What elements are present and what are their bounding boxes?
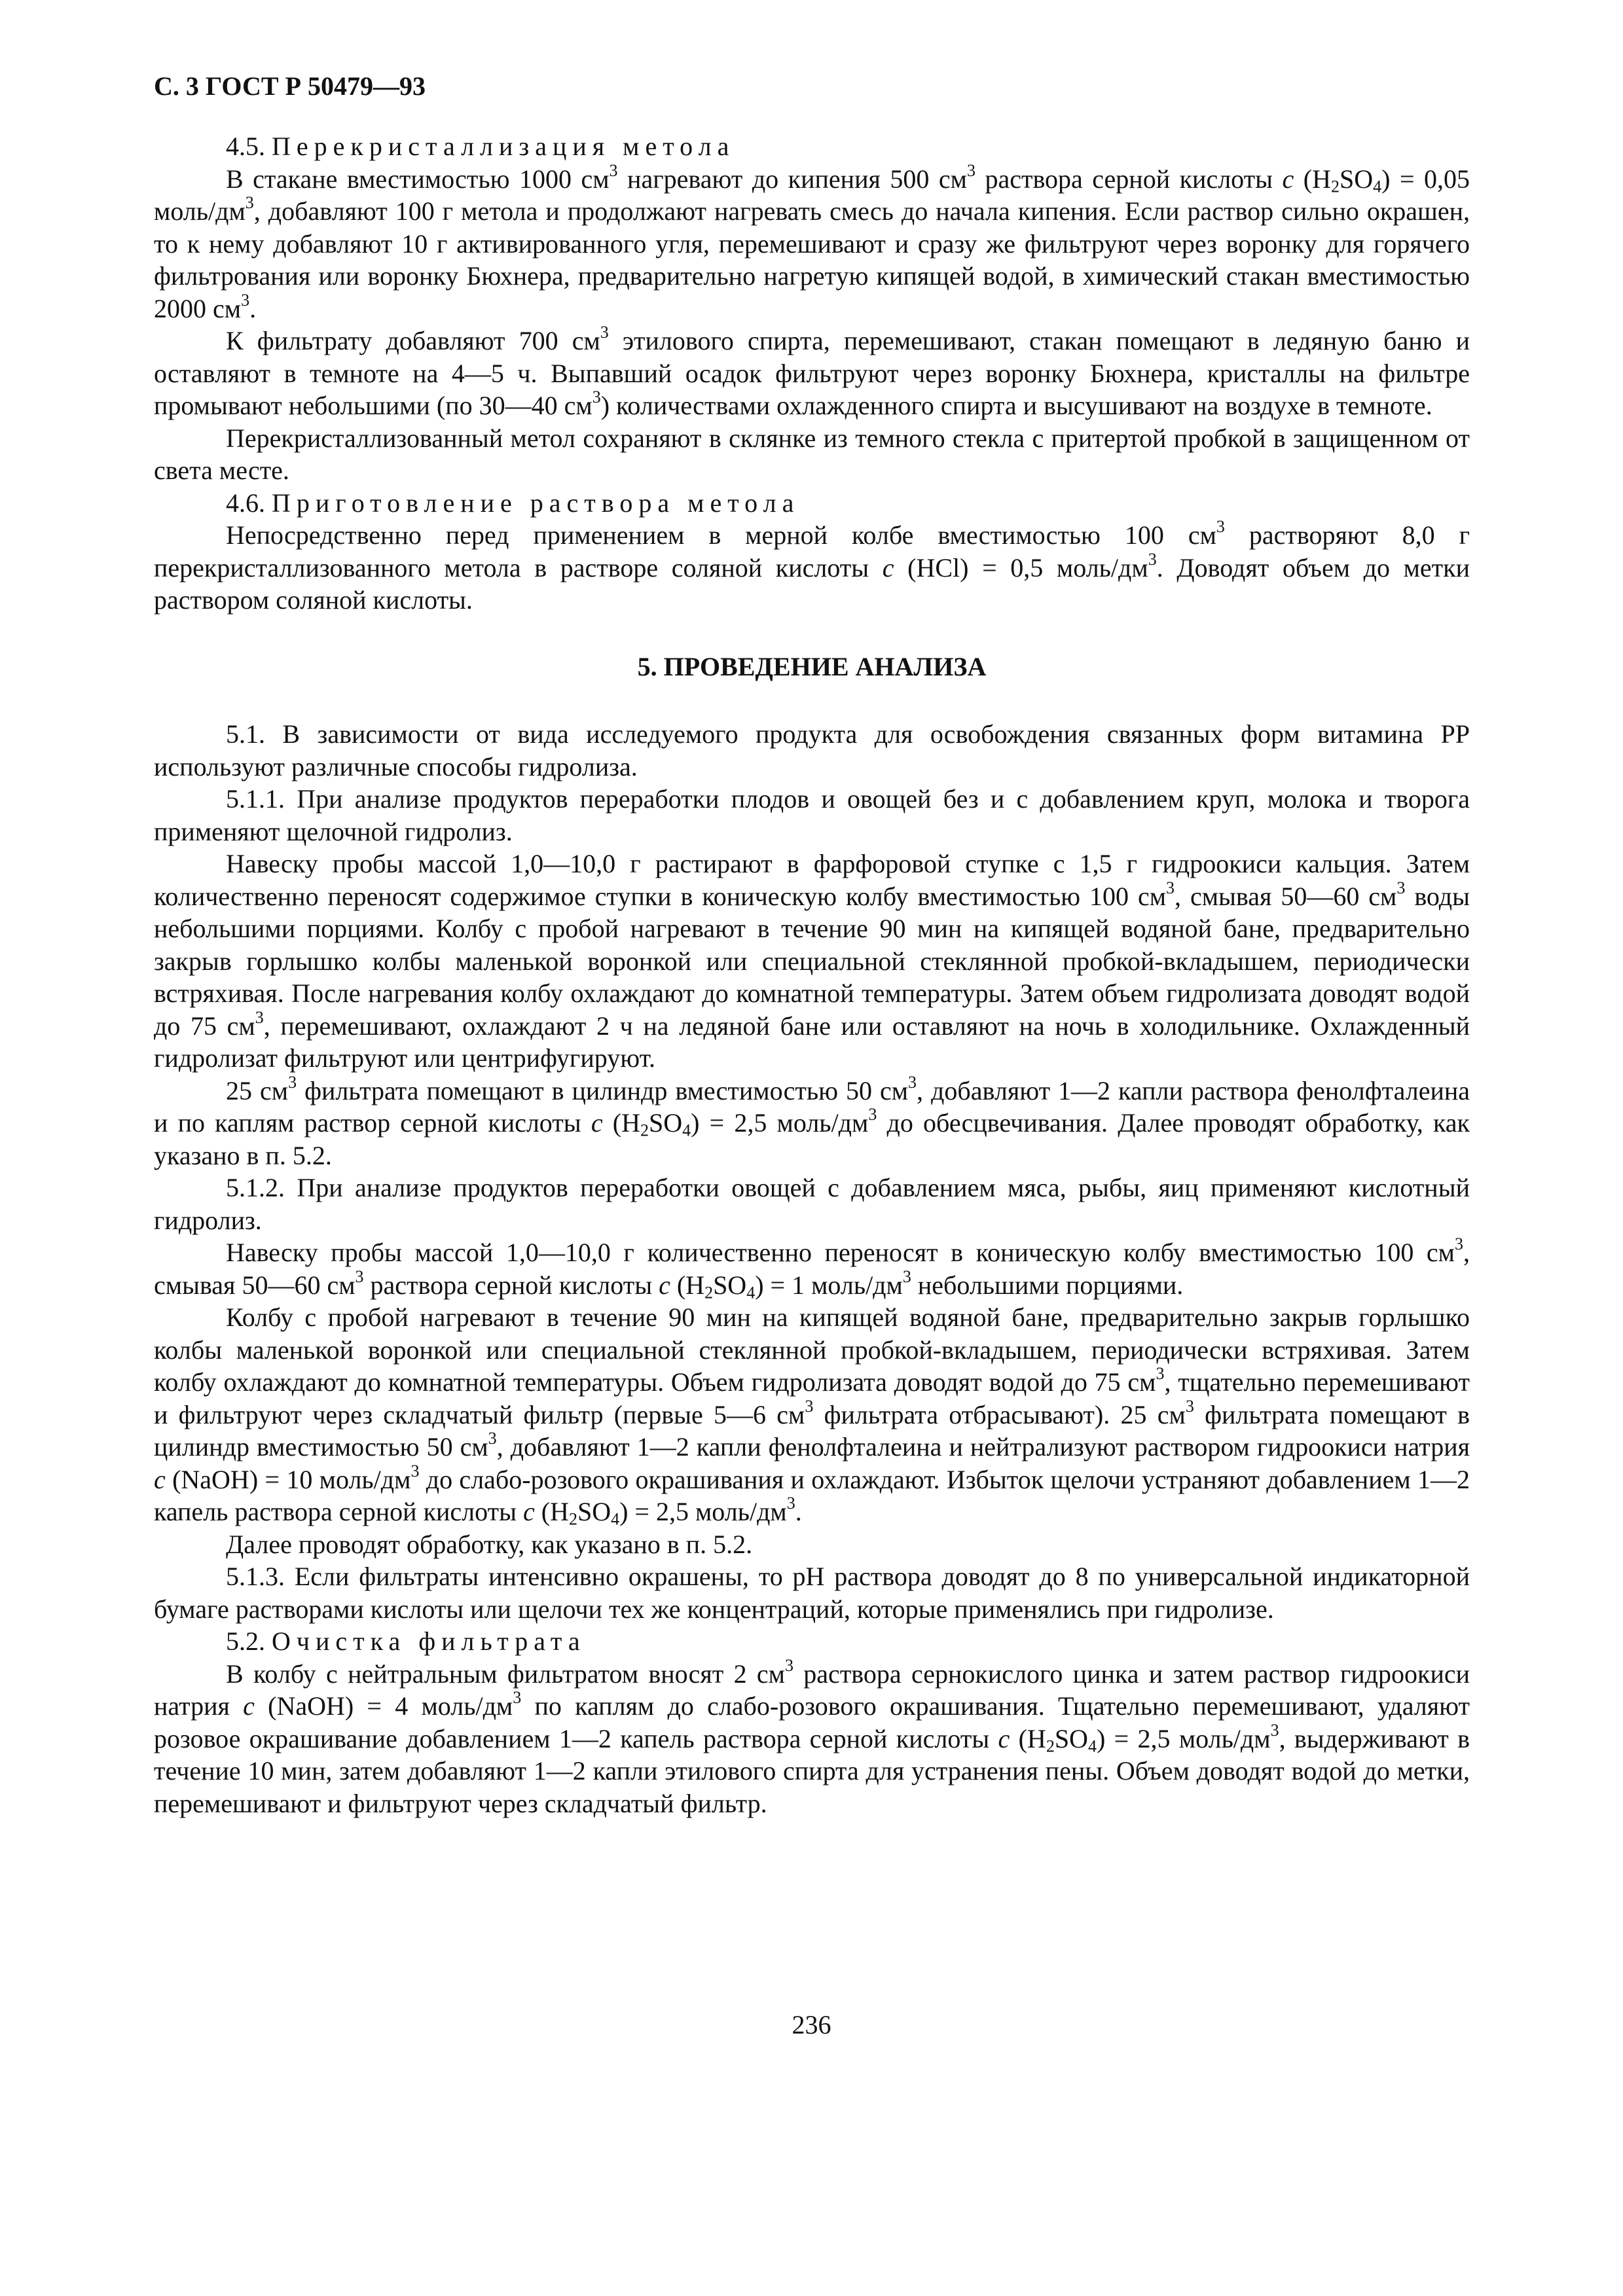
subsection-heading-4-6: 4.6. Приготовление раствора метола: [226, 488, 800, 518]
subsection-heading-5-2: 5.2. Очистка фильтрата: [226, 1626, 586, 1656]
paragraph: К фильтрату добавляют 700 $см^3$ этилового спирта, перемешивают, стакан помещают в ледяную баню и оставляют в темноте на 4—5 ч. Выпавший осадок фильтруют через воронку Бюхнера, кристаллы на фильтре промывают небольшими (по 30—40 $см^3$) количествами охлажденного спирта и высушивают на воздухе в темноте.: [154, 322, 1470, 420]
page-number: 236: [792, 2010, 831, 2039]
paragraph: В колбу с нейтральным фильтратом вносят 2 $см^3$ раствора сернокислого цинка и затем раствор гидроокиси натрия c (NaOH) = 4 моль/$дм^3$ по каплям до слабо-розового окрашивания. Тщательно перемешивают, удаляют розовое окрашивание добавлением 1—2 капель раствора серной кислоты c $(H_2SO_4) = 2,5$ моль/$дм^3$, выдерживают в течение 10 мин, затем добавляют 1—2 капли этилового спирта для устранения пены. Объем доводят водой до метки, перемешивают и фильтруют через складчатый фильтр.: [154, 1655, 1470, 1818]
paragraph: 5.1. В зависимости от вида исследуемого продукта для освобождения связанных форм витамина PP используют различные способы гидролиза.: [154, 719, 1470, 781]
section-title: 5. ПРОВЕДЕНИЕ АНАЛИЗА: [637, 651, 987, 681]
subsection-heading-4-5: 4.5. Перекристаллизация метола: [226, 132, 735, 161]
paragraph: Навеску пробы массой 1,0—10,0 г количественно переносят в коническую колбу вместимостью 100 $см^3$, смывая 50—60 $см^3$ раствора серной кислоты c $(H_2SO_4) = 1$ моль/$дм^3$ небольшими порциями.: [154, 1234, 1470, 1302]
paragraph: Далее проводят обработку, как указано в п. 5.2.: [226, 1529, 753, 1559]
subsection-title: Приготовление раствора метола: [272, 488, 800, 518]
document-page: [154, 71, 1470, 1820]
paragraph: 5.1.2. При анализе продуктов переработки овощей с добавлением мяса, рыбы, яиц применяют кислотный гидролиз.: [154, 1173, 1470, 1235]
paragraph: 5.1.1. При анализе продуктов переработки плодов и овощей без и с добавлением круп, молока и творога применяют щелочной гидролиз.: [154, 784, 1470, 846]
paragraph: 5.1.3. Если фильтраты интенсивно окрашены, то pH раствора доводят до 8 по универсальной индикаторной бумаге растворами кислоты или щелочи тех же концентраций, которые применялись при гидролизе.: [154, 1562, 1470, 1624]
paragraph: Навеску пробы массой 1,0—10,0 г растирают в фарфоровой ступке с 1,5 г гидроокиси кальция. Затем количественно переносят содержимое ступки в коническую колбу вместимостью 100 $см^3$, смывая 50—60 $см^3$ воды небольшими порциями. Колбу с пробой нагревают в течение 90 мин на кипящей водяной бане, предварительно закрыв горлышко колбы маленькой воронкой или специальной стеклянной пробкой-вкладышем, периодически встряхивая. После нагревания колбу охлаждают до комнатной температуры. Затем объем гидролизата доводят водой до 75 $см^3$, перемешивают, охлаждают 2 ч на ледяной бане или оставляют на ночь в холодильнике. Охлажденный гидролизат фильтруют или центрифугируют.: [154, 849, 1470, 1073]
paragraph: Колбу с пробой нагревают в течение 90 мин на кипящей водяной бане, предварительно закрыв горлышко колбы маленькой воронкой или специальной стеклянной пробкой-вкладышем, периодически встряхивая. Затем колбу охлаждают до комнатной температуры. Объем гидролизата доводят водой до 75 $см^3$, тщательно перемешивают и фильтруют через складчатый фильтр (первые 5—6 $см^3$ фильтрата отбрасывают). 25 $см^3$ фильтрата помещают в цилиндр вместимостью 50 $см^3$, добавляют 1—2 капли фенолфталеина и нейтрализуют раствором гидроокиси натрия c (NaOH) = 10 моль/$дм^3$ до слабо-розового окрашивания и охлаждают. Избыток щелочи устраняют добавлением 1—2 капель раствора серной кислоты c $(H_2SO_4) = 2,5$ моль/$дм^3$.: [154, 1302, 1470, 1529]
paragraph: Перекристаллизованный метол сохраняют в склянке из темного стекла с притертой пробкой в защищенном от света месте.: [154, 423, 1470, 485]
page-header: С. 3 ГОСТ Р 50479—93: [154, 71, 426, 101]
paragraph: Непосредственно перед применением в мерной колбе вместимостью 100 $см^3$ растворяют 8,0 г перекристаллизованного метола в растворе соляной кислоты c (HCl) = 0,5 моль/$дм^3$. Доводят объем до метки раствором соляной кислоты.: [154, 516, 1470, 615]
subsection-title: Перекристаллизация метола: [272, 132, 735, 161]
paragraph: В стакане вместимостью 1000 $см^3$ нагревают до кипения 500 $см^3$ раствора серной кислоты c $(H_2SO_4) = 0,05$ моль/$дм^3$, добавляют 100 г метола и продолжают нагревать смесь до начала кипения. Если раствор сильно окрашен, то к нему добавляют 10 г активированного угля, перемешивают и сразу же фильтруют через воронку для горячего фильтрования или воронку Бюхнера, предварительно нагретую кипящей водой, в химический стакан вместимостью 2000 $см^3$.: [154, 160, 1470, 323]
paragraph: 25 $см^3$ фильтрата помещают в цилиндр вместимостью 50 $см^3$, добавляют 1—2 капли раствора фенолфталеина и по каплям раствор серной кислоты c $(H_2SO_4) = 2,5$ моль/$дм^3$ до обесцвечивания. Далее проводят обработку, как указано в п. 5.2.: [154, 1072, 1470, 1170]
subsection-title: Очистка фильтрата: [272, 1626, 586, 1656]
